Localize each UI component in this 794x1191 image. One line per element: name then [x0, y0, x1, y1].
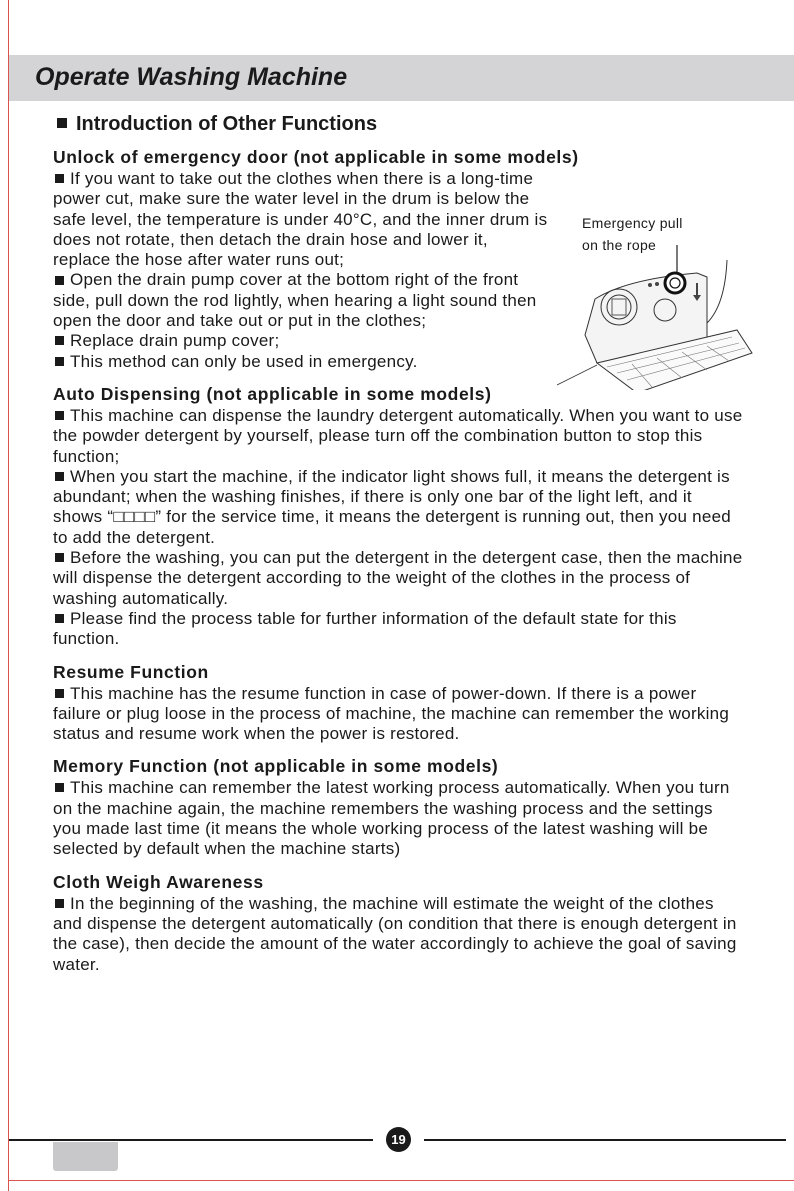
auto-dispensing-section — [53, 382, 743, 650]
paragraph — [53, 270, 548, 331]
footer-rule-left — [9, 1139, 373, 1141]
footer-rule-right — [424, 1139, 786, 1141]
section-title-text: Introduction of Other Functions — [76, 113, 378, 135]
paragraph — [53, 467, 743, 548]
square-bullet-icon — [57, 118, 67, 128]
section-title — [55, 111, 743, 137]
resume-section — [53, 660, 743, 745]
square-bullet-icon — [55, 614, 64, 623]
emergency-pull-figure — [557, 175, 757, 390]
footer-tab — [53, 1142, 118, 1171]
paragraph-text: Replace drain pump cover; — [70, 331, 280, 351]
paragraph — [53, 684, 743, 745]
paragraph — [53, 331, 548, 351]
unlock-section — [53, 145, 743, 372]
paragraph-text: This machine can remember the latest working process automatically. When you turn on the machine again, the machine remembers the washing process and the settings you made last time (it means the whole working process of the latest washing will be selected by default when the machine starts) — [53, 778, 730, 859]
square-bullet-icon — [55, 411, 64, 420]
paragraph-text: Please find the process table for further information of the default state for this function. — [53, 608, 677, 649]
unlock-title: Unlock of emergency door (not applicable in some models) — [53, 147, 579, 167]
drain-pump-illustration — [557, 175, 757, 390]
paragraph — [53, 778, 743, 859]
paragraph-text: If you want to take out the clothes when there is a long-time power cut, make sure the water level in the drum is below the safe level, the temperature is under 40°C, and the inner drum is does not rotate, then detach the drain hose and lower it, replace the hose after water runs out; — [53, 169, 548, 270]
content — [53, 111, 743, 985]
unlock-text — [53, 169, 548, 372]
weigh-title: Cloth Weigh Awareness — [53, 871, 264, 892]
paragraph-text: This machine can dispense the laundry detergent automatically. When you want to use the powder detergent by yourself, please turn off the combination button to stop this function; — [53, 405, 743, 466]
square-bullet-icon — [55, 689, 64, 698]
figure-caption: Emergency pull — [582, 215, 683, 231]
paragraph — [53, 406, 743, 467]
paragraph — [53, 609, 743, 650]
square-bullet-icon — [55, 276, 64, 285]
memory-title: Memory Function (not applicable in some models) — [53, 756, 499, 777]
paragraph-text: In the beginning of the washing, the machine will estimate the weight of the clothes and dispense the detergent automatically (on condition that there is enough detergent in the case), then decide the amount of the water accordingly to achieve the goal of saving water. — [53, 893, 737, 974]
square-bullet-icon — [55, 336, 64, 345]
paragraph-text: Before the washing, you can put the detergent in the detergent case, then the machine will dispense the detergent according to the weight of the clothes in the process of washing automatically. — [53, 548, 743, 608]
paragraph — [53, 352, 548, 372]
square-bullet-icon — [55, 472, 64, 481]
page-title: Operate Washing Machine — [35, 63, 348, 91]
paragraph — [53, 169, 548, 270]
weigh-section — [53, 870, 743, 975]
square-bullet-icon — [55, 174, 64, 183]
square-bullet-icon — [55, 553, 64, 562]
left-margin-rule — [8, 0, 9, 1191]
bottom-margin-rule — [8, 1180, 794, 1181]
paragraph-text: This machine has the resume function in case of power-down. If there is a power failure or plug loose in the process of machine, the machine can remember the working status and resume work when the power is restored. — [53, 683, 730, 744]
square-bullet-icon — [55, 357, 64, 366]
paragraph-text: Open the drain pump cover at the bottom right of the front side, pull down the rod lightly, when hearing a light sound then open the door and take out or put in the clothes; — [53, 270, 537, 331]
page-number: 19 — [386, 1127, 411, 1152]
square-bullet-icon — [55, 899, 64, 908]
paragraph-text: This method can only be used in emergency. — [70, 351, 418, 371]
memory-section — [53, 754, 743, 859]
square-bullet-icon — [55, 783, 64, 792]
resume-title: Resume Function — [53, 661, 209, 682]
paragraph — [53, 894, 743, 975]
figure-caption: on the rope — [582, 237, 657, 253]
auto-dispensing-title: Auto Dispensing (not applicable in some models) — [53, 383, 492, 404]
paragraph — [53, 548, 743, 609]
paragraph-text: When you start the machine, if the indicator light shows full, it means the detergent is abundant; when the washing finishes, if there is only one bar of the light left, and it shows “□□□□” for the service time, it means the detergent is running out, then you need to add the detergent. — [53, 466, 731, 547]
header-bar — [9, 55, 794, 101]
